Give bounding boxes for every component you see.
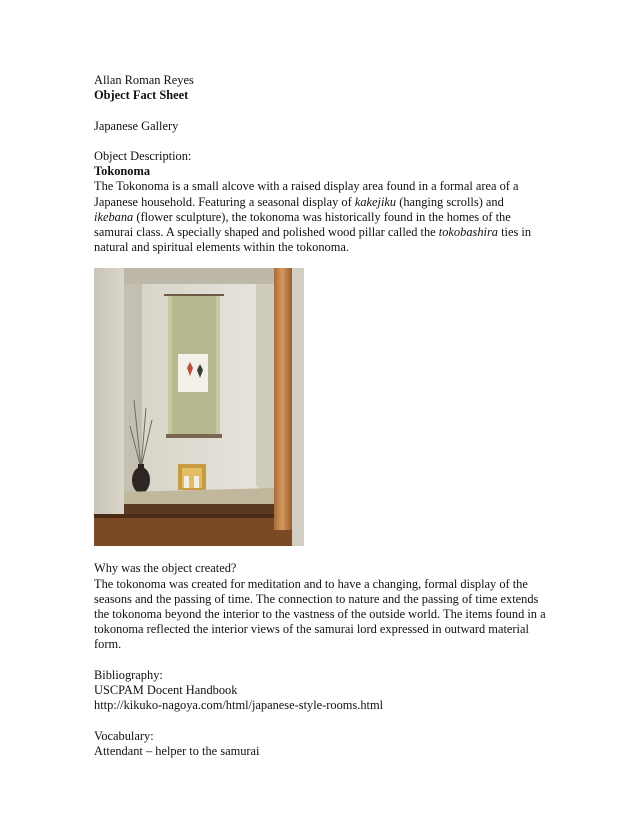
- description-text: The Tokonoma is a small alcove with a raised display area found in a formal area of a Japanese household. Featuring a seasonal display of kakejiku (hanging scrolls) and ikebana (flower sculpture), the tokonoma was historically found in the homes of the samurai class. A specially shaped and polished wood pillar called the tokobashira ties in natural and spiritual elements within the tokonoma.: [94, 179, 532, 255]
- term-tokobashira: tokobashira: [438, 225, 498, 239]
- tokonoma-photo: [94, 268, 304, 546]
- bibliography-item: USCPAM Docent Handbook: [94, 683, 238, 698]
- why-label: Why was the object created?: [94, 561, 237, 576]
- term-ikebana: ikebana: [94, 209, 134, 224]
- vocabulary-label: Vocabulary:: [94, 728, 154, 743]
- gallery-name: Japanese Gallery: [94, 118, 179, 133]
- fact-sheet-page: [94, 73, 546, 759]
- author-name: Allan Roman Reyes: [94, 73, 194, 87]
- bibliography-item: http://kikuko-nagoya.com/html/japanese-style-rooms.html: [94, 698, 384, 713]
- why-text: The tokonoma was created for meditation and to have a changing, formal display of the seasons and the passing of time. The connection to nature and the passing of time extends the tokonoma beyond the interior to the vastness of the outside world. The items found in a tokonoma reflected the interior views of the samurai lord expressed in outward material form.: [94, 576, 546, 652]
- term-kakejiku: kakejiku: [354, 194, 397, 209]
- vocabulary-item: Attendant – helper to the samurai: [94, 743, 260, 758]
- object-name: Tokonoma: [94, 164, 151, 179]
- document-title: Object Fact Sheet: [94, 88, 189, 103]
- description-label: Object Description:: [94, 148, 192, 163]
- bibliography-label: Bibliography:: [94, 667, 163, 682]
